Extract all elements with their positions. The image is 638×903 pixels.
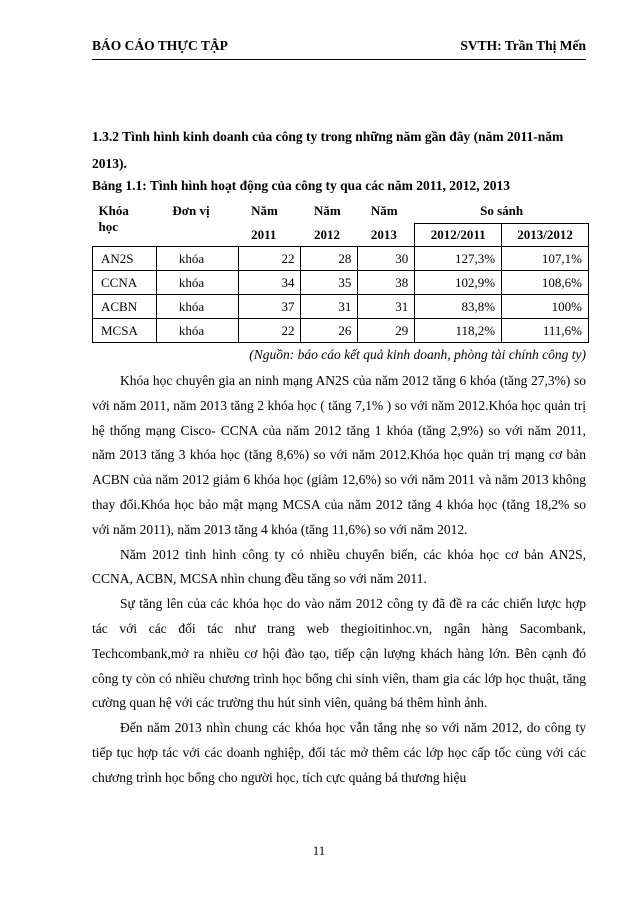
header-year-2011-bottom: 2011 bbox=[251, 226, 277, 242]
cell-2013: 29 bbox=[358, 319, 415, 343]
cell-compare-2012-2011: 102,9% bbox=[415, 271, 502, 295]
student-name: SVTH: Trần Thị Mến bbox=[460, 38, 586, 53]
cell-compare-2013-2012: 107,1% bbox=[502, 247, 589, 271]
header-year-2012-bottom: 2012 bbox=[313, 226, 340, 242]
cell-unit: khóa bbox=[156, 319, 238, 343]
cell-2012: 26 bbox=[301, 319, 358, 343]
cell-compare-2013-2012: 108,6% bbox=[502, 271, 589, 295]
cell-2012: 31 bbox=[301, 295, 358, 319]
table-row bbox=[93, 271, 589, 295]
cell-compare-2012-2011: 118,2% bbox=[415, 319, 502, 343]
header-compare: So sánh bbox=[480, 203, 524, 218]
report-title: BÁO CÁO THỰC TẬP bbox=[92, 38, 228, 53]
cell-unit: khóa bbox=[156, 247, 238, 271]
table-row bbox=[93, 319, 589, 343]
page-number: 11 bbox=[312, 843, 326, 858]
cell-2013: 31 bbox=[358, 295, 415, 319]
header-year-2011-top: Năm bbox=[251, 203, 278, 219]
cell-2011: 37 bbox=[238, 295, 301, 319]
table-caption: Bảng 1.1: Tình hình hoạt động của công ty qua các năm 2011, 2012, 2013 bbox=[92, 178, 510, 193]
cell-compare-2013-2012: 100% bbox=[502, 295, 589, 319]
header-divider bbox=[92, 59, 586, 60]
cell-compare-2012-2011: 83,8% bbox=[415, 295, 502, 319]
body-text bbox=[92, 369, 586, 791]
paragraph: Sự tăng lên của các khóa học do vào năm 2012 công ty đã đề ra các chiến lược hợp tác với các đối tác như trang web thegioitinhoc.vn, ngân hàng Sacombank, Techcombank,mở ra nhiều cơ hội đào tạo, tiếp cận lượng khách hàng lớn. Bên cạnh đó công ty còn có nhiều chương trình học bổng chi sinh viên, tham gia các lớp học thuật, tăng cường quan hệ với các trường thu hút sinh viên, quảng bá thêm hình ảnh. bbox=[92, 596, 586, 711]
cell-2011: 22 bbox=[238, 319, 301, 343]
cell-unit: khóa bbox=[156, 295, 238, 319]
cell-2013: 38 bbox=[358, 271, 415, 295]
cell-2012: 35 bbox=[301, 271, 358, 295]
header-unit: Đơn vị bbox=[172, 203, 210, 218]
business-table bbox=[92, 199, 589, 343]
cell-2011: 34 bbox=[238, 271, 301, 295]
header-year-2012-top: Năm bbox=[313, 203, 341, 219]
header-year-2013-top: Năm bbox=[370, 203, 398, 219]
header-compare-2012-2011: 2012/2011 bbox=[415, 224, 502, 247]
cell-course: AN2S bbox=[93, 247, 157, 271]
table-header-row bbox=[93, 199, 589, 224]
table-row bbox=[93, 247, 589, 271]
paragraph: Khóa học chuyên gia an ninh mạng AN2S của năm 2012 tăng 6 khóa (tăng 27,3%) so với năm 2011, năm 2013 tăng 2 khóa học ( tăng 7,1% ) so với năm 2012.Khóa học quản trị hệ thống mạng Cisco- CCNA của năm 2012 tăng 1 khóa (tăng 2,9%) so với năm 2011, năm 2013 tăng 3 khóa học (tăng 8,6%) so với năm 2012.Khóa học quản trị mạng cơ bản ACBN của năm 2012 giảm 6 khóa học (giảm 12,6%) so với năm 2011 và năm 2013 không thay đổi.Khóa học bảo mật mạng MCSA của năm 2012 tăng 4 khóa học (tăng 18,2% so với năm 2011), năm 2013 tăng 4 khóa (tăng 11,6%) so với năm 2012. bbox=[92, 373, 586, 537]
cell-2013: 30 bbox=[358, 247, 415, 271]
cell-2012: 28 bbox=[301, 247, 358, 271]
table-source-note: (Nguồn: báo cáo kết quả kinh doanh, phòng tài chính công ty) bbox=[249, 347, 586, 362]
paragraph: Năm 2012 tình hình công ty có nhiều chuyển biến, các khóa học cơ bản AN2S, CCNA, ACBN, MCSA nhìn chung đều tăng so với năm 2011. bbox=[92, 546, 586, 587]
paragraph: Đến năm 2013 nhìn chung các khóa học vẫn tăng nhẹ so với năm 2012, do công ty tiếp tục hợp tác với các doanh nghiệp, đối tác mở thêm các lớp học cấp tốc cùng với các chương trình học bổng cho người học, tích cực quảng bá thương hiệu bbox=[92, 720, 586, 785]
cell-compare-2013-2012: 111,6% bbox=[502, 319, 589, 343]
header-course: Khóa học bbox=[98, 203, 129, 234]
cell-course: MCSA bbox=[93, 319, 157, 343]
header-year-2013-bottom: 2013 bbox=[370, 226, 397, 242]
table-row bbox=[93, 295, 589, 319]
cell-course: CCNA bbox=[93, 271, 157, 295]
cell-course: ACBN bbox=[93, 295, 157, 319]
section-heading: 1.3.2 Tình hình kinh doanh của công ty trong những năm gần đây (năm 2011-năm 2013). bbox=[92, 129, 564, 171]
cell-2011: 22 bbox=[238, 247, 301, 271]
header-compare-2013-2012: 2013/2012 bbox=[502, 224, 589, 247]
cell-unit: khóa bbox=[156, 271, 238, 295]
cell-compare-2012-2011: 127,3% bbox=[415, 247, 502, 271]
